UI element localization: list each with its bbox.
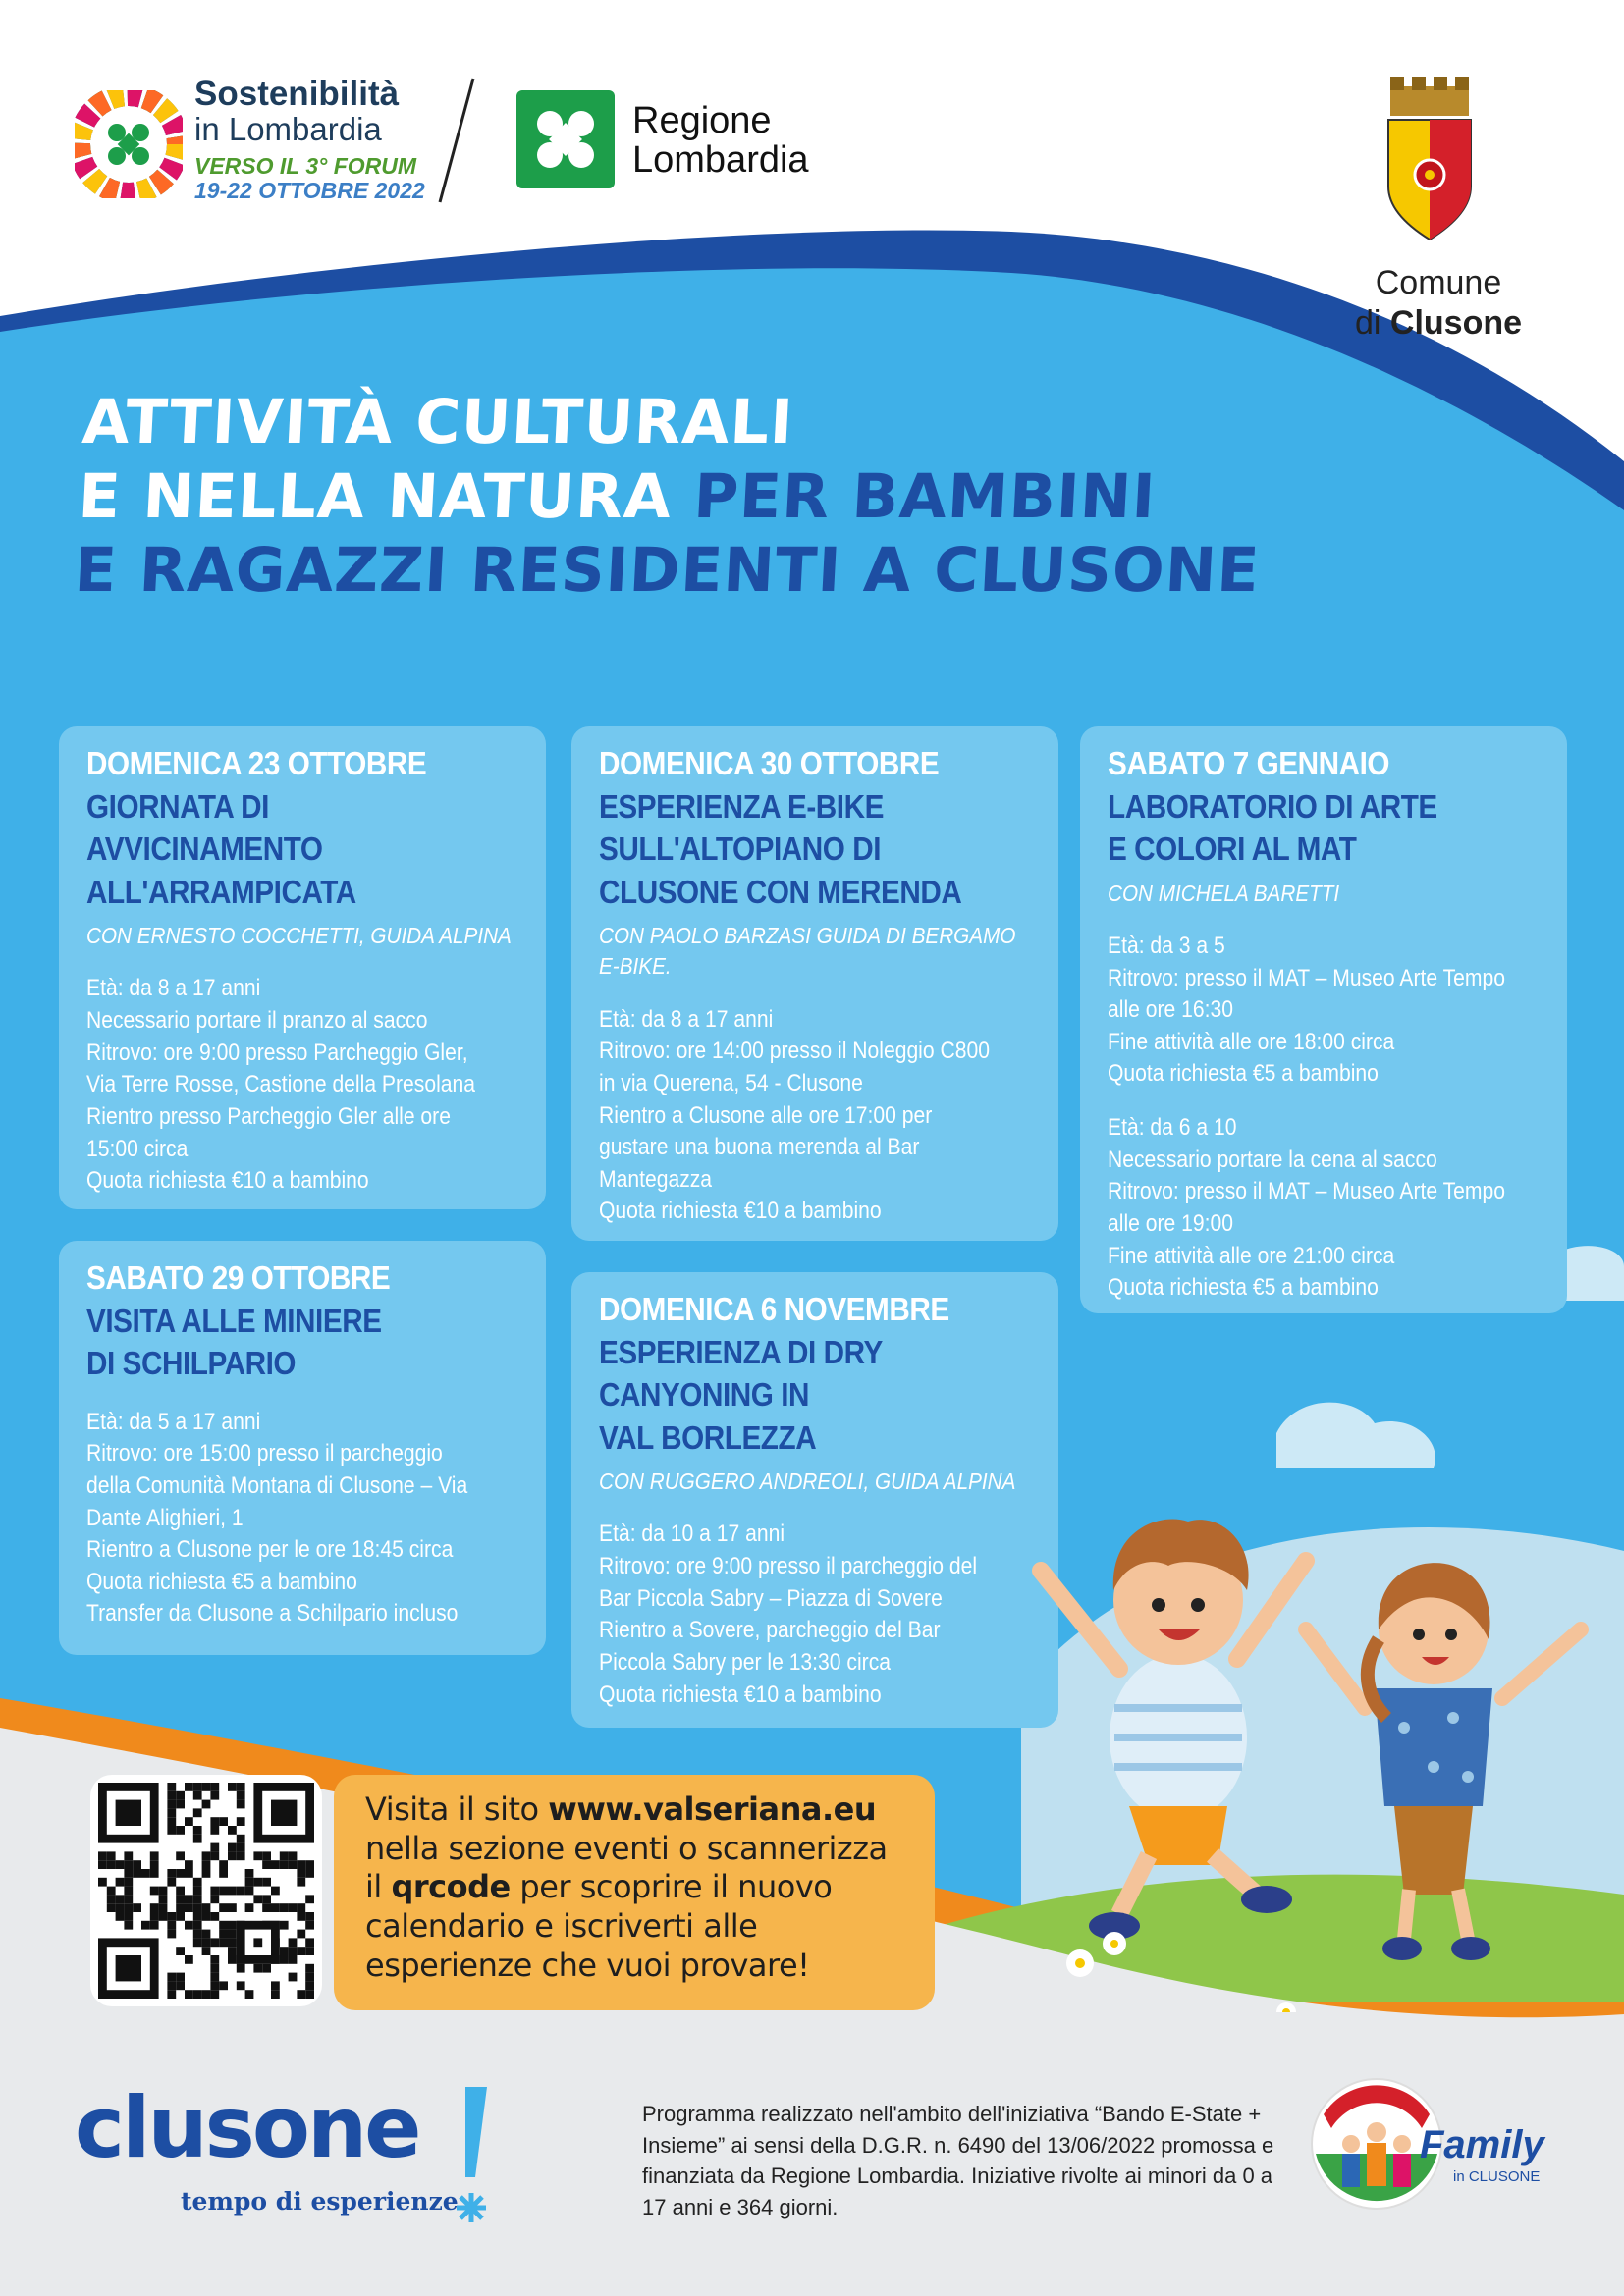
event-detail: Necessario portare la cena al sacco bbox=[1108, 1146, 1437, 1173]
program-info-text: Programma realizzato nell'ambito dell'iniziativa “Bando E-State + Insieme” ai sensi della D.G.R. n. 6490 del 13/06/2022 promossa e finanziata da Regione Lombardia. Iniziative rivolte ai minori da 0 a 17 anni e 364 giorni. bbox=[642, 2102, 1274, 2220]
event-guide: CON ERNESTO COCCHETTI, GUIDA ALPINA bbox=[86, 923, 512, 949]
event-date: SABATO 7 GENNAIO bbox=[1108, 745, 1390, 781]
family-in-clusone-logo bbox=[1306, 2056, 1551, 2232]
event-guide: CON MICHELA BARETTI bbox=[1108, 880, 1340, 906]
event-guide: CON PAOLO BARZASI GUIDA DI BERGAMO bbox=[599, 923, 1016, 949]
event-title-line: ALL'ARRAMPICATA bbox=[86, 873, 356, 910]
event-detail: Bar Piccola Sabry – Piazza di Sovere bbox=[599, 1584, 943, 1612]
event-detail: Quota richiesta €10 a bambino bbox=[599, 1681, 882, 1708]
event-title-line: VAL BORLEZZA bbox=[599, 1418, 817, 1456]
clusone-tagline: tempo di esperienze bbox=[181, 2187, 459, 2216]
sostenibilita-dates: 19-22 OTTOBRE 2022 bbox=[194, 177, 425, 203]
event-date: DOMENICA 6 NOVEMBRE bbox=[599, 1291, 949, 1327]
title-line-2-blue: PER BAMBINI bbox=[691, 459, 1159, 532]
website-link[interactable]: www.valseriana.eu bbox=[548, 1790, 877, 1828]
event-title-line: AVVICINAMENTO bbox=[86, 830, 323, 868]
qr-code-icon[interactable] bbox=[98, 1783, 314, 1999]
event-title-line: LABORATORIO DI ARTE bbox=[1108, 787, 1437, 825]
event-detail: Età: da 8 a 17 anni bbox=[86, 975, 261, 1002]
event-title-line: ESPERIENZA E-BIKE bbox=[599, 787, 884, 825]
event-detail: della Comunità Montana di Clusone – Via bbox=[86, 1471, 468, 1499]
event-detail: gustare una buona merenda al Bar bbox=[599, 1134, 920, 1161]
event-detail: Età: da 3 a 5 bbox=[1108, 932, 1225, 959]
event-guide: E-BIKE. bbox=[599, 953, 672, 980]
event-detail: Ritrovo: presso il MAT – Museo Arte Tempo bbox=[1108, 964, 1505, 991]
event-detail: 15:00 circa bbox=[86, 1135, 189, 1162]
page-title bbox=[73, 385, 1270, 608]
event-card-ebike bbox=[571, 726, 1058, 1241]
event-detail: Quota richiesta €10 a bambino bbox=[599, 1198, 882, 1225]
event-detail: alle ore 16:30 bbox=[1108, 996, 1233, 1024]
event-detail: Quota richiesta €10 a bambino bbox=[86, 1167, 369, 1195]
event-detail: Piccola Sabry per le 13:30 circa bbox=[599, 1648, 891, 1676]
clusone-wordmark: clusone bbox=[75, 2079, 419, 2177]
event-detail: Quota richiesta €5 a bambino bbox=[86, 1568, 357, 1595]
event-detail: alle ore 19:00 bbox=[1108, 1209, 1233, 1237]
event-detail: Transfer da Clusone a Schilpario incluso bbox=[86, 1600, 459, 1628]
event-detail: Mantegazza bbox=[599, 1165, 713, 1193]
event-date: DOMENICA 30 OTTOBRE bbox=[599, 745, 940, 781]
comune-line2 bbox=[1326, 303, 1551, 344]
title-line-1: ATTIVITÀ CULTURALI bbox=[81, 386, 796, 457]
clusone-crest-icon bbox=[1382, 77, 1477, 241]
event-detail: Rientro a Sovere, parcheggio del Bar bbox=[599, 1617, 941, 1644]
event-card-climbing bbox=[59, 726, 546, 1209]
family-sub: in CLUSONE bbox=[1453, 2168, 1541, 2185]
visit-website-box bbox=[334, 1775, 935, 2010]
event-detail: Via Terre Rosse, Castione della Presolana bbox=[86, 1071, 476, 1098]
event-title-line: E COLORI AL MAT bbox=[1108, 830, 1357, 868]
event-detail: Rientro a Clusone alle ore 17:00 per bbox=[599, 1101, 933, 1129]
comune-clusone-text bbox=[1326, 263, 1551, 344]
event-detail: Dante Alighieri, 1 bbox=[86, 1504, 244, 1531]
daisy-flowers bbox=[1066, 1932, 1296, 2012]
event-title-line: ESPERIENZA DI DRY bbox=[599, 1333, 883, 1370]
event-detail: Età: da 5 a 17 anni bbox=[86, 1408, 261, 1435]
event-detail: in via Querena, 54 - Clusone bbox=[599, 1069, 863, 1096]
visit-text-pre: Visita il sito bbox=[365, 1790, 539, 1828]
event-detail: Ritrovo: ore 9:00 presso Parcheggio Gler, bbox=[86, 1039, 468, 1066]
event-detail: Rientro a Clusone per le ore 18:45 circa bbox=[86, 1536, 454, 1564]
event-detail: Fine attività alle ore 18:00 circa bbox=[1108, 1028, 1395, 1055]
event-detail: Ritrovo: presso il MAT – Museo Arte Tempo bbox=[1108, 1178, 1505, 1205]
divider-slash bbox=[432, 77, 481, 204]
comune-name: Clusone bbox=[1389, 303, 1523, 342]
event-card-canyoning bbox=[571, 1272, 1058, 1728]
event-detail: Ritrovo: ore 15:00 presso il parcheggio bbox=[86, 1440, 443, 1468]
event-title-line: DI SCHILPARIO bbox=[86, 1345, 297, 1382]
event-title-line: CLUSONE CON MERENDA bbox=[599, 873, 962, 910]
sostenibilita-logo-text bbox=[194, 77, 425, 202]
family-word: Family bbox=[1420, 2123, 1544, 2166]
event-detail: Fine attività alle ore 21:00 circa bbox=[1108, 1242, 1395, 1269]
event-title-line: VISITA ALLE MINIERE bbox=[86, 1302, 382, 1339]
event-card-mines bbox=[59, 1241, 546, 1655]
event-card-art-lab bbox=[1080, 726, 1567, 1313]
clusone-brand-logo bbox=[75, 2079, 497, 2226]
event-detail: Età: da 10 a 17 anni bbox=[599, 1521, 785, 1548]
event-detail: Età: da 6 a 10 bbox=[1108, 1114, 1237, 1142]
event-detail: Quota richiesta €5 a bambino bbox=[1108, 1274, 1379, 1302]
sostenibilita-subtitle: in Lombardia bbox=[194, 110, 382, 147]
event-date: DOMENICA 23 OTTOBRE bbox=[86, 745, 427, 781]
regione-line2: Lombardia bbox=[632, 138, 809, 181]
visit-text-mid: nella sezione eventi o scannerizza il bbox=[365, 1829, 888, 1906]
comune-prefix: di bbox=[1354, 303, 1381, 342]
title-line-2-white: E NELLA NATURA bbox=[77, 459, 675, 532]
event-detail: Ritrovo: ore 9:00 presso il parcheggio del bbox=[599, 1553, 978, 1580]
comune-line1: Comune bbox=[1375, 264, 1502, 301]
event-detail: Necessario portare il pranzo al sacco bbox=[86, 1007, 428, 1035]
visit-text-post: per scoprire il nuovo calendario e iscriverti alle esperienze che vuoi provare! bbox=[365, 1868, 833, 1984]
sostenibilita-title: Sostenibilità bbox=[194, 75, 400, 113]
event-detail: Età: da 8 a 17 anni bbox=[599, 1005, 774, 1033]
event-detail: Rientro presso Parcheggio Gler alle ore bbox=[86, 1102, 451, 1130]
sostenibilita-verso: VERSO IL 3° FORUM bbox=[194, 153, 417, 180]
regione-lombardia-icon bbox=[516, 90, 615, 188]
title-line-2 bbox=[77, 459, 1266, 534]
event-guide: CON RUGGERO ANDREOLI, GUIDA ALPINA bbox=[599, 1468, 1016, 1495]
qrcode-word: qrcode bbox=[391, 1868, 511, 1906]
event-date: SABATO 29 OTTOBRE bbox=[86, 1259, 391, 1296]
event-title-line: GIORNATA DI bbox=[86, 787, 269, 825]
event-title-line: CANYONING IN bbox=[599, 1376, 810, 1414]
sdg-wheel-icon bbox=[75, 90, 183, 198]
title-line-3: E RAGAZZI RESIDENTI A CLUSONE bbox=[73, 534, 1262, 607]
regione-line1: Regione bbox=[632, 100, 772, 141]
event-detail: Ritrovo: ore 14:00 presso il Noleggio C800 bbox=[599, 1038, 990, 1065]
header bbox=[0, 0, 1624, 353]
boy-figure bbox=[1041, 1520, 1306, 1940]
event-detail: Quota richiesta €5 a bambino bbox=[1108, 1060, 1379, 1088]
girl-figure bbox=[1306, 1563, 1581, 1960]
children-jumping-illustration bbox=[1021, 1345, 1624, 2012]
event-title-line: SULL'ALTOPIANO DI bbox=[599, 830, 882, 868]
regione-lombardia-text bbox=[632, 102, 809, 181]
